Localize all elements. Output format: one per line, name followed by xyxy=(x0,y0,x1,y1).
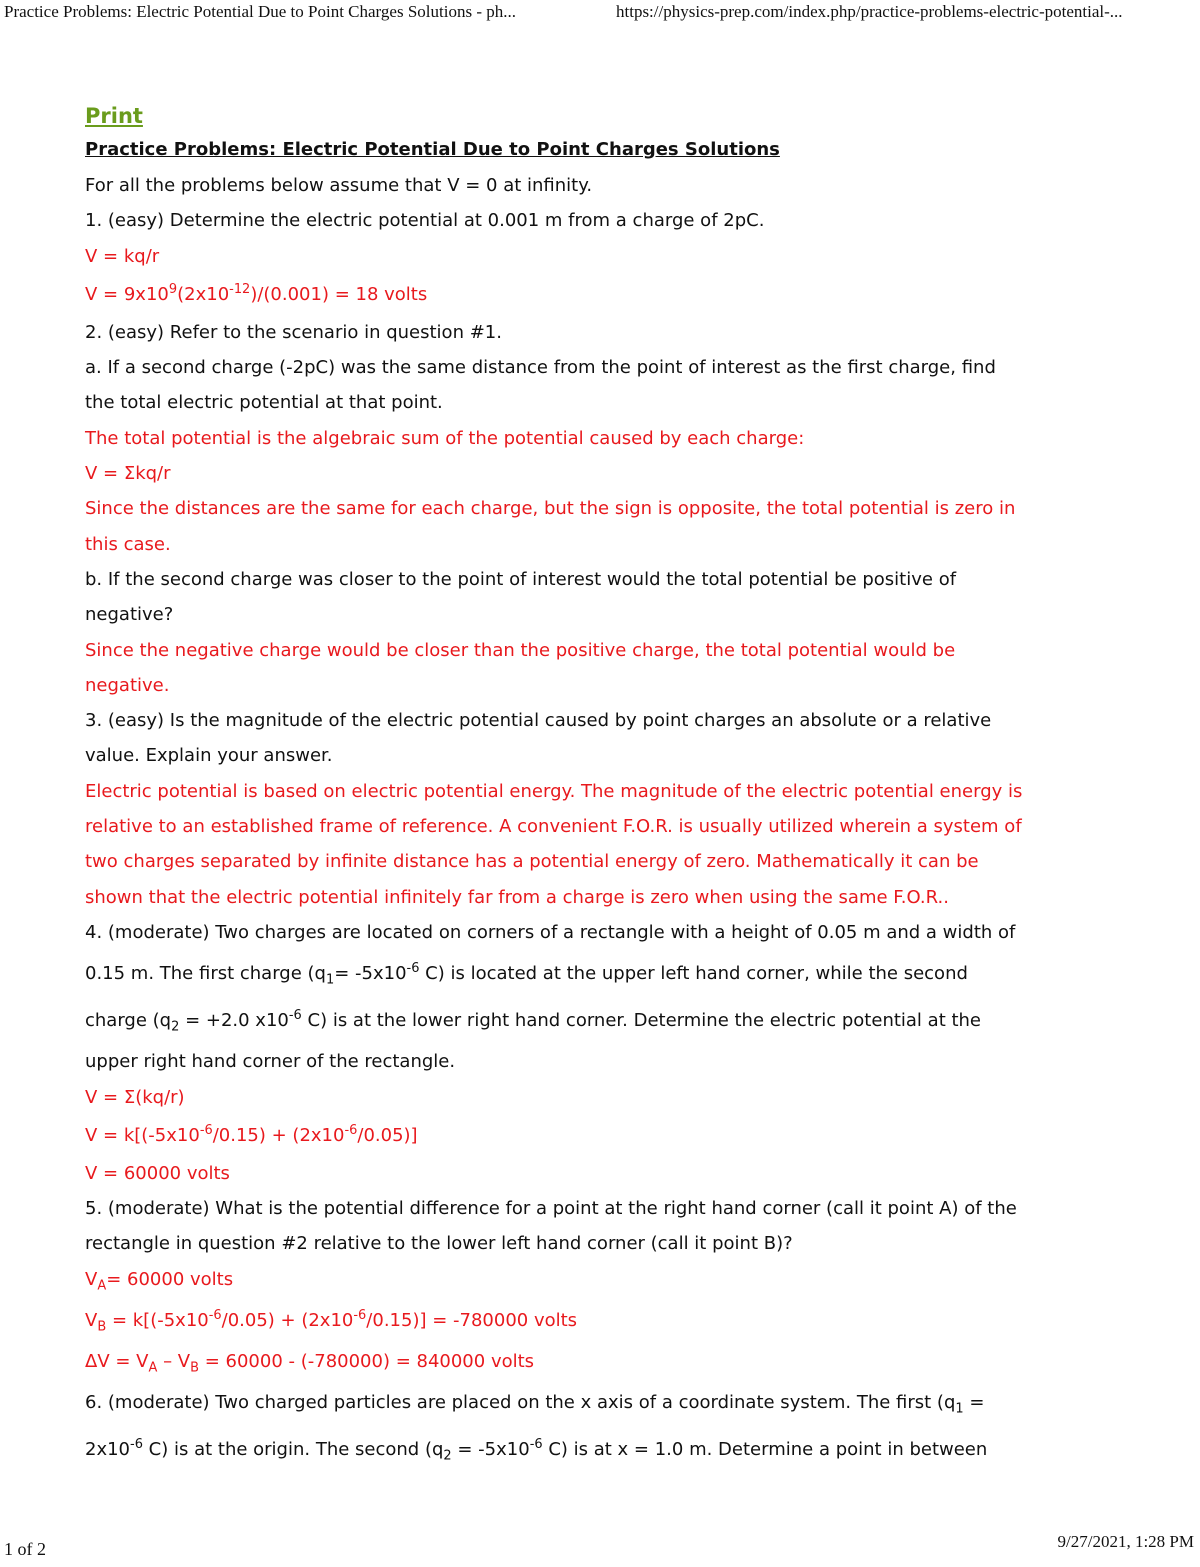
answer-2a-line-4: this case. xyxy=(85,533,171,555)
question-5-line-2: rectangle in question #2 relative to the lower left hand corner (call it point B)? xyxy=(85,1233,793,1255)
question-1: 1. (easy) Determine the electric potential at 0.001 m from a charge of 2pC. xyxy=(85,210,765,232)
answer-3-line-4: shown that the electric potential infinitely far from a charge is zero when using the same F.O.R.. xyxy=(85,886,949,908)
answer-3-line-3: two charges separated by infinite distance has a potential energy of zero. Mathematically it can be xyxy=(85,851,979,873)
question-2a-line-1: a. If a second charge (-2pC) was the same distance from the point of interest as the first charge, find xyxy=(85,357,996,379)
answer-2a-line-2: V = Σkq/r xyxy=(85,463,171,485)
question-4-line-4: upper right hand corner of the rectangle. xyxy=(85,1051,456,1073)
answer-1-formula: V = kq/r xyxy=(85,245,160,267)
print-footer xyxy=(0,1532,1200,1559)
print-link[interactable]: Print xyxy=(85,104,143,128)
answer-2a-line-1: The total potential is the algebraic sum of the potential caused by each charge: xyxy=(85,427,805,449)
question-3-line-2: value. Explain your answer. xyxy=(85,745,333,767)
question-3-line-1: 3. (easy) Is the magnitude of the electric potential caused by point charges an absolute or a relative xyxy=(85,710,992,732)
answer-3-line-1: Electric potential is based on electric potential energy. The magnitude of the electric potential energy is xyxy=(85,780,1023,802)
document-body xyxy=(85,100,1125,1473)
answer-2b-line-1: Since the negative charge would be closer than the positive charge, the total potential would be xyxy=(85,639,956,661)
answer-5-line-2: $V_B = k[(-5x10^{-6}/0.05) + (2x10^{-6}/0.15)] = -780000$ volts xyxy=(85,1308,578,1335)
page-number: 1 of 2 xyxy=(4,1539,46,1559)
question-4-line-3: charge ($q_2 = +2.0$ $x10^{-6}$ C) is at the lower right hand corner. Determine the electric potential at the xyxy=(85,1008,982,1035)
answer-4-line-3: V = 60000 volts xyxy=(85,1162,230,1184)
answer-2b-line-2: negative. xyxy=(85,674,170,696)
question-2a-line-2: the total electric potential at that point. xyxy=(85,392,443,414)
question-6-line-1: 6. (moderate) Two charged particles are placed on the x axis of a coordinate system. The first ($q_1$ = xyxy=(85,1392,985,1417)
answer-4-line-2: $V = k[(-5x10^{-6}/0.15) + (2x10^{-6}/0.05)]$ xyxy=(85,1122,418,1146)
print-header xyxy=(0,0,1200,26)
answer-2a-line-3: Since the distances are the same for each charge, but the sign is opposite, the total potential is zero in xyxy=(85,498,1016,520)
answer-3-line-2: relative to an established frame of reference. A convenient F.O.R. is usually utilized wherein a system of xyxy=(85,816,1022,838)
header-page-title: Practice Problems: Electric Potential Due to Point Charges Solutions - ph... xyxy=(4,2,516,21)
answer-5-line-1: $V_A= 60000$ volts xyxy=(85,1268,234,1294)
answer-5-line-3: $\Delta V = V_A - V_B = 60000 - (-780000) = 840000$ volts xyxy=(85,1351,535,1376)
question-6-line-2: $2x10^{-6}$ C) is at the origin. The second ($q_2 = -5x10^{-6}$ C) is at x = 1.0 m. Determine a point in between xyxy=(85,1437,988,1464)
question-4-line-1: 4. (moderate) Two charges are located on corners of a rectangle with a height of 0.05 m and a width of xyxy=(85,921,1016,943)
question-2b-line-1: b. If the second charge was closer to the point of interest would the total potential be positive of xyxy=(85,568,957,590)
question-4-line-2: 0.15 m. The first charge ($q_1= -5x10^{-6}$ C) is located at the upper left hand corner, while the second xyxy=(85,961,968,988)
question-2: 2. (easy) Refer to the scenario in question #1. xyxy=(85,321,502,343)
question-5-line-1: 5. (moderate) What is the potential difference for a point at the right hand corner (call it point A) of the xyxy=(85,1198,1017,1220)
question-2b-line-2: negative? xyxy=(85,604,174,626)
print-datetime: 9/27/2021, 1:28 PM xyxy=(1057,1532,1194,1551)
header-url: https://physics-prep.com/index.php/practice-problems-electric-potential-... xyxy=(616,2,1123,21)
answer-4-line-1: V = Σ(kq/r) xyxy=(85,1086,185,1108)
page-title: Practice Problems: Electric Potential Due to Point Charges Solutions xyxy=(85,139,780,160)
intro-text: For all the problems below assume that V = 0 at infinity. xyxy=(85,175,593,196)
answer-1-calc: $V = 9x10^9(2x10^{-12})/(0.001) = 18$ volts xyxy=(85,281,428,305)
